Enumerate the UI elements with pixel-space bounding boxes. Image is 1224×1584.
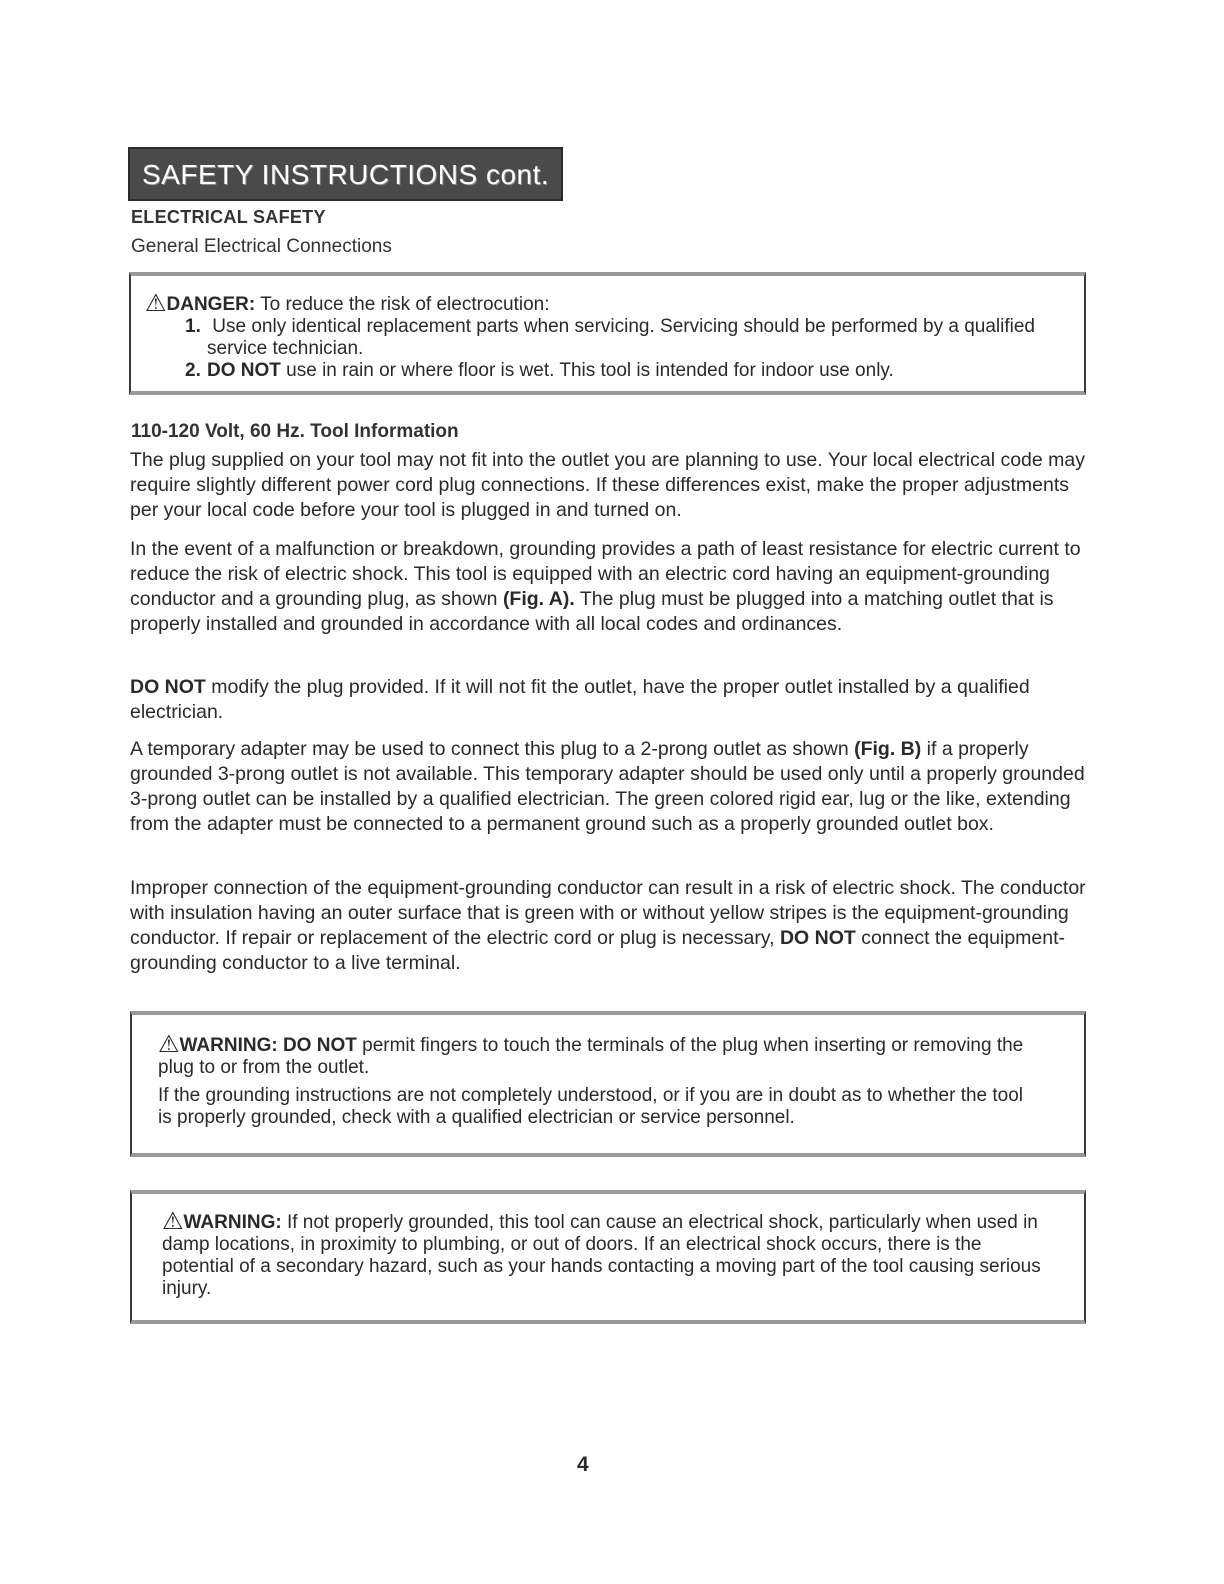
danger-list (145, 316, 1084, 382)
do-not-label: DO NOT (779, 927, 856, 949)
text-span: If not properly grounded, this tool can cause an electrical shock, particularly when used in damp locations, in proximity to plumbing, or out of doors. If an electrical shock occurs, there is the potential of a secondary hazard, such as your hands contacting a moving part of the tool causing serious injury. (162, 1212, 1041, 1299)
text-span: permit fingers to touch the terminals of the plug when inserting or removing the plug to or from the outlet. (158, 1035, 1024, 1078)
paragraph-adapter (130, 737, 1095, 837)
section-subtitle: General Electrical Connections (131, 236, 392, 257)
item-text: Use only identical replacement parts when servicing. Servicing should be performed by a qualified service technician. (207, 316, 1035, 359)
warning-text (162, 1208, 1084, 1300)
text-span: modify the plug provided. If it will not fit the outlet, have the proper outlet installed by a qualified electrician. (130, 676, 1030, 723)
item-number: 2. (185, 360, 201, 381)
text-span: Improper connection of the equipment-grounding conductor can result in a risk of electric shock. The conductor with insulation having an outer surface that is green with or without yellow stripes is the equipment-grounding conductor. If repair or replacement of the electric cord or plug is necessary, (130, 877, 1086, 949)
warning-triangle-icon: ⚠ (145, 290, 167, 317)
text-span: if a properly grounded 3-prong outlet is not available. This temporary adapter should be used only until a properly grounded 3-prong outlet can be installed by a qualified electrician. The green colored rigid ear, lug or the like, extending from the adapter must be connected to a permanent ground such as a properly grounded outlet box. (130, 738, 1085, 835)
danger-box (129, 272, 1086, 395)
list-item (145, 316, 1084, 360)
warning-label: WARNING: (183, 1212, 282, 1233)
text-span: In the event of a malfunction or breakdown, grounding provides a path of least resistance for electric current to reduce the risk of electric shock. This tool is equipped with an electric cord having an equipment-grounding conductor and a grounding plug, as shown (130, 538, 1081, 610)
text-span: A temporary adapter may be used to connect this plug to a 2-prong outlet as shown (130, 738, 855, 760)
do-not-label: DO NOT (130, 676, 206, 698)
warning-box-ground (130, 1190, 1086, 1324)
warning-box-plug (130, 1011, 1086, 1157)
warning-text (158, 1031, 1084, 1079)
item-bold: DO NOT (207, 360, 281, 381)
section-title: ELECTRICAL SAFETY (131, 207, 326, 227)
danger-label: DANGER: (166, 294, 256, 315)
paragraph-modify (130, 675, 1095, 725)
paragraph-grounding (130, 537, 1095, 637)
page-number: 4 (577, 1453, 589, 1476)
item-text: use in rain or where floor is wet. This tool is intended for indoor use only. (280, 360, 894, 381)
do-not-label: DO NOT (277, 1035, 357, 1056)
paragraph-conductor (130, 876, 1095, 976)
danger-intro-text: To reduce the risk of electrocution: (255, 294, 550, 315)
section-banner: SAFETY INSTRUCTIONS cont. (128, 147, 563, 201)
text-span: connect the equipment-grounding conductor to a live terminal. (130, 927, 1066, 974)
warning-label: WARNING: (179, 1035, 278, 1056)
fig-ref: (Fig. A). (502, 588, 575, 610)
warning-triangle-icon: ⚠ (162, 1208, 184, 1235)
tool-info-heading: 110-120 Volt, 60 Hz. Tool Information (131, 421, 459, 442)
warning-triangle-icon: ⚠ (158, 1031, 180, 1058)
warning-text-2: If the grounding instructions are not completely understood, or if you are in doubt as to whether the tool is properly grounded, check with a qualified electrician or service personnel. (158, 1085, 1024, 1128)
item-number: 1. (185, 316, 201, 337)
fig-ref: (Fig. B) (854, 738, 922, 760)
list-item (145, 360, 1084, 382)
text-span: The plug must be plugged into a matching outlet that is properly installed and grounded in accordance with all local codes and ordinances. (130, 588, 1054, 635)
danger-intro (145, 290, 1084, 317)
paragraph-plug: The plug supplied on your tool may not fit into the outlet you are planning to use. Your local electrical code may require slightly different power cord plug connections. If these differences exist, make the proper adjustments per your local code before your tool is plugged in and turned on. (130, 449, 1086, 521)
